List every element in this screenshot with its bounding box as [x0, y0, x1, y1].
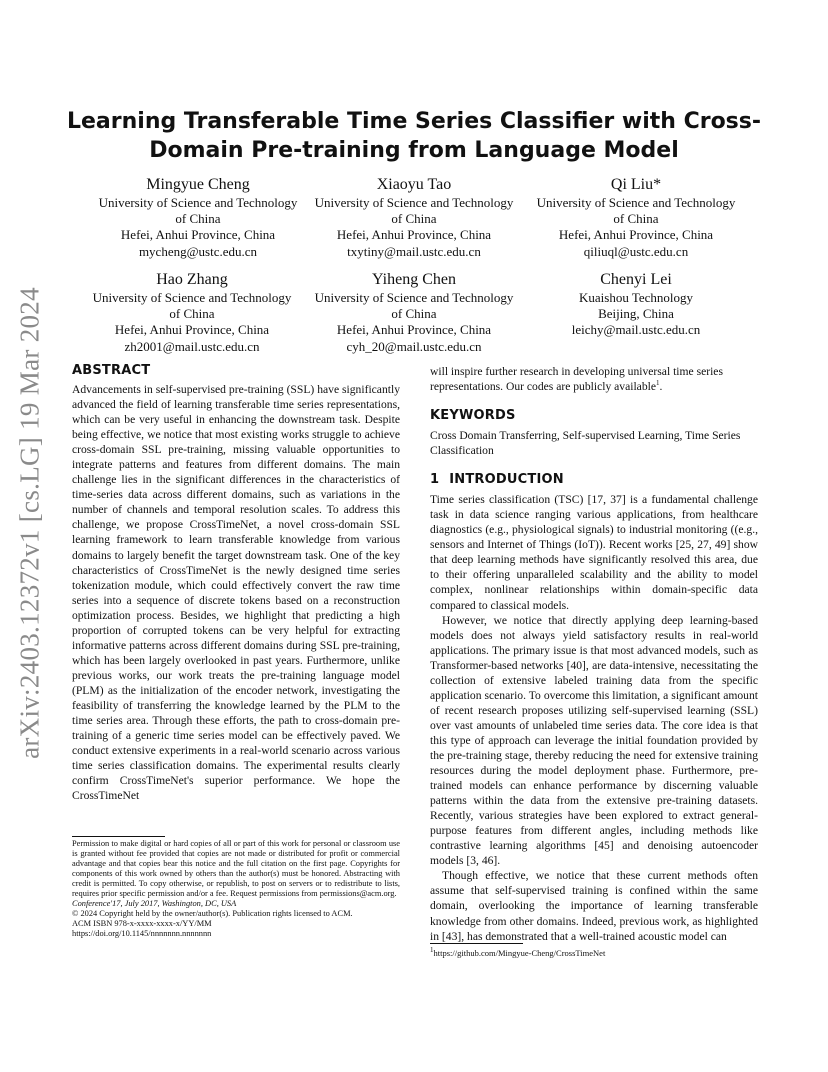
author-affiliation: University of Science and Technology — [536, 195, 736, 210]
isbn-line: ACM ISBN 978-x-xxxx-xxxx-x/YY/MM — [72, 919, 212, 929]
paper-title: Learning Transferable Time Series Classifier with Cross-Domain Pre-training from Language Model — [66, 109, 762, 163]
author-affiliation: Hefei, Anhui Province, China — [336, 322, 492, 338]
author-email: mycheng@ustc.edu.cn — [138, 243, 258, 259]
abstract-heading: ABSTRACT — [72, 363, 151, 378]
doi-line: https://doi.org/10.1145/nnnnnnn.nnnnnnn — [72, 929, 212, 939]
intro-paragraph: However, we notice that directly applying deep learning-based models does not always yield satisfactory results in real-world applications. The primary issue is that most advanced models, such as Transformer-based networks [40], are data-intensive, necessitating the collection of extensive labeled training data from the specific application scenario. To overcome this limitation, a significant amount of recent research proposes utilizing self-supervised learning (SSL) over vast amounts of unlabeled time series data. The core idea is that this type of approach can leverage the initial foundation provided by the pre-training stage, thereby reducing the need for extensive training resources during the model deployment phase. Furthermore, pre-trained models can enhance performance by discerning valuable patterns within the data from the extensive pre-training datasets. Recently, various strategies have been explored to extract general-purpose features from different angles, including methods like contrastive learning algorithms [45] and denoising autoencoder models [3, 46]. — [430, 613, 758, 868]
author-name: Xiaoyu Tao — [376, 176, 452, 193]
author-affiliation: of China — [169, 306, 215, 322]
footnote-url: https://github.com/Mingyue-Cheng/CrossTimeNet — [433, 948, 606, 958]
permission-rule — [72, 836, 165, 837]
footnote-rule — [430, 943, 523, 944]
author-name: Chenyi Lei — [600, 271, 672, 288]
author-affiliation: Kuaishou Technology — [578, 290, 694, 305]
author-affiliation: University of Science and Technology — [314, 290, 514, 305]
arxiv-identifier — [8, 284, 52, 762]
author-affiliation: Hefei, Anhui Province, China — [120, 227, 276, 243]
author-name: Yiheng Chen — [372, 271, 456, 288]
section-number: 1 — [430, 472, 440, 488]
arxiv-identifier-text: arXiv:2403.12372v1 [cs.LG] 19 Mar 2024 — [14, 287, 45, 759]
footnote-number: 1 — [430, 946, 434, 955]
author-affiliation: University of Science and Technology — [98, 195, 298, 210]
left-column — [72, 363, 400, 803]
abstract-continuation-text: will inspire further research in developing universal time series representations. Our codes are publicly available — [430, 365, 723, 394]
keywords-text: Cross Domain Transferring, Self-supervised Learning, Time Series Classification — [430, 429, 741, 458]
abstract-text: Advancements in self-supervised pre-training (SSL) have significantly advanced the field of learning transferable time series representations, which can be very useful in enhancing the downstream task. Despite being effective, we notice that most existing works struggle to achieve cross-domain SSL pre-training, missing valuable opportunities to integrate patterns and features from different domains. The main challenge lies in the significant differences in the characteristics of time-series data across different domains, such as variations in the number of channels and temporal resolution scales. To address this challenge, we propose CrossTimeNet, a novel cross-domain SSL learning framework to learn transferable knowledge from various domains to largely benefit the target downstream task. One of the key characteristics of CrossTimeNet is the newly designed time series tokenization module, which could effectively convert the raw time series into a sequence of discrete tokens based on a reconstruction optimization process. Besides, we highlight that predicting a high proportion of corrupted tokens can be very helpful for extracting informative patterns across different domains during SSL pre-training, which has been largely overlooked in past years. Furthermore, unlike previous works, our work treats the pre-training language model (PLM) as the initialization of the encoder network, investigating the feasibility of transferring the knowledge learned by the PLM to the time series area. Through these efforts, the path to cross-domain pre-training of a generic time series model can be effectively paved. We conduct extensive experiments in a real-world scenario across various time series classification domains. The experimental results clearly confirm CrossTimeNet's superior performance. We hope the CrossTimeNet — [72, 383, 400, 803]
author-email: txytiny@mail.ustc.edu.cn — [347, 243, 481, 259]
author-block — [299, 270, 529, 355]
author-block — [83, 175, 313, 260]
keywords-heading: KEYWORDS — [430, 408, 516, 424]
author-affiliation: Beijing, China — [598, 306, 674, 322]
author-email: zh2001@mail.ustc.edu.cn — [124, 338, 260, 354]
author-name: Qi Liu* — [610, 176, 662, 193]
copyright-line: © 2024 Copyright held by the owner/author(s). Publication rights licensed to ACM. — [72, 909, 353, 919]
author-affiliation: University of Science and Technology — [92, 290, 292, 305]
author-affiliation: of China — [391, 211, 437, 227]
section-title: INTRODUCTION — [449, 472, 564, 488]
abstract-continuation-end: . — [659, 380, 663, 394]
intro-paragraph: Time series classification (TSC) [17, 37] is a fundamental challenge task in data science ranging various applications, from healthcare diagnostics (e.g., physiological signals) to industrial monitoring ((e.g., sensors and Internet of Things (IoT)). Recent works [25, 27, 49] show that deep learning methods have significantly resolved this area, due to their offering unparalleled scalability and the ability to model complex, nonlinear relationships within domain-specific data compared to classical models. — [430, 493, 758, 612]
abstract-continuation — [430, 364, 758, 394]
author-affiliation: of China — [391, 306, 437, 322]
permission-block — [72, 839, 400, 939]
author-email: leichy@mail.ustc.edu.cn — [571, 322, 701, 338]
right-column — [430, 364, 758, 944]
author-affiliation: of China — [175, 211, 221, 227]
intro-paragraph: Though effective, we notice that these current methods often assume that self-supervised training is confined within the same domain, overlooking the importance of learning transferable knowledge from other domains. Indeed, previous work, as highlighted in [43], has demonstrated that a well-trained acoustic model can — [430, 869, 758, 943]
footnote-mark: 1 — [656, 379, 660, 388]
author-name: Hao Zhang — [156, 271, 228, 288]
author-name: Mingyue Cheng — [146, 176, 250, 193]
conference-info: Conference'17, July 2017, Washington, DC, USA — [72, 899, 237, 909]
author-affiliation: of China — [613, 211, 659, 227]
author-affiliation: University of Science and Technology — [314, 195, 514, 210]
author-affiliation: Hefei, Anhui Province, China — [114, 322, 270, 338]
author-affiliation: Hefei, Anhui Province, China — [336, 227, 492, 243]
introduction-heading — [430, 472, 758, 488]
author-block — [521, 175, 751, 260]
author-block — [77, 270, 307, 355]
author-affiliation: Hefei, Anhui Province, China — [558, 227, 714, 243]
author-block — [299, 175, 529, 260]
permission-text: Permission to make digital or hard copies of all or part of this work for personal or classroom use is granted without fee provided that copies are not made or distributed for profit or commercial advantage and that copies bear this notice and the full citation on the first page. Copyrights for components of this work owned by others than the author(s) must be honored. Abstracting with credit is permitted. To copy otherwise, or republish, to post on servers or to redistribute to lists, requires prior specific permission and/or a fee. Request permissions from permissions@acm.org. — [72, 839, 400, 899]
footnote — [430, 948, 758, 959]
author-block — [521, 270, 751, 339]
author-email: qiliuql@ustc.edu.cn — [583, 243, 689, 259]
author-email: cyh_20@mail.ustc.edu.cn — [346, 338, 482, 354]
